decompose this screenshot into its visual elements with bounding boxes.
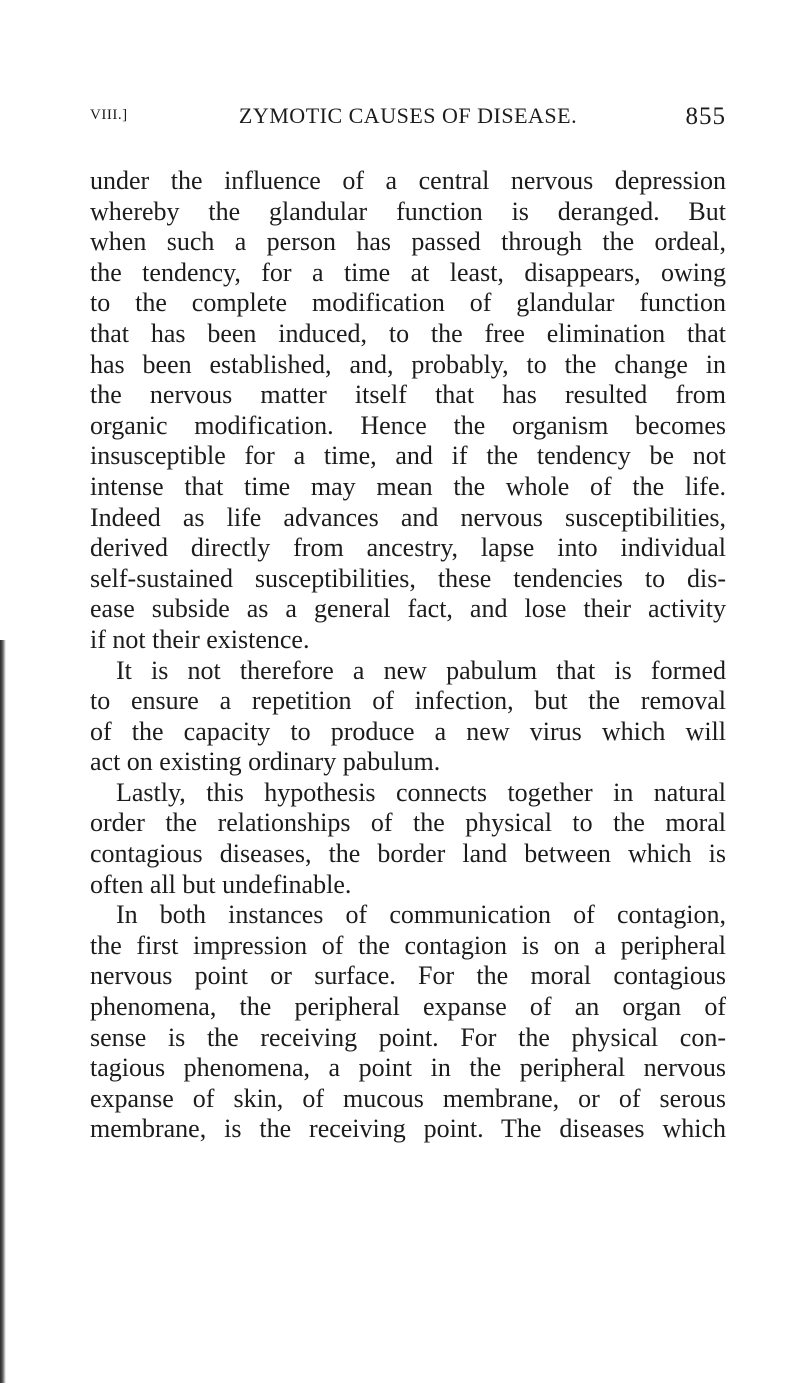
running-title: ZYMOTIC CAUSES OF DISEASE. (238, 103, 578, 128)
text-line: Lastly, this hypothesis connects together in natural (116, 777, 726, 807)
page-edge-shadow (0, 640, 6, 1383)
text-line: expanse of skin, of mucous membrane, or of serous (90, 1083, 726, 1113)
text-line: Indeed as life advances and nervous susceptibilities, (90, 502, 726, 532)
text-line: whereby the glandular function is deranged. But (90, 196, 726, 226)
text-line: when such a person has passed through the ordeal, (90, 227, 726, 257)
text-line: tagious phenomena, a point in the peripheral nervous (90, 1053, 726, 1083)
text-line: order the relationships of the physical to the moral (90, 808, 726, 838)
text-line: organic modification. Hence the organism becomes (90, 410, 726, 440)
text-line: to the complete modification of glandular function (90, 288, 726, 318)
text-line: phenomena, the peripheral expanse of an organ of (90, 992, 726, 1022)
text-line: ease subside as a general fact, and lose their activity (90, 594, 726, 624)
text-line: has been established, and, probably, to the change in (90, 349, 726, 379)
text-line: the tendency, for a time at least, disappears, owing (90, 257, 726, 287)
text-line: nervous point or surface. For the moral contagious (90, 961, 726, 991)
text-line: insusceptible for a time, and if the tendency be not (90, 441, 726, 471)
text-line: intense that time may mean the whole of the life. (90, 471, 726, 501)
body-text (90, 166, 726, 1145)
text-line: under the influence of a central nervous depression (90, 166, 726, 195)
text-line: act on existing ordinary pabulum. (90, 747, 441, 777)
text-line: the nervous matter itself that has resulted from (90, 380, 726, 410)
text-line: sense is the receiving point. For the physical con- (90, 1022, 726, 1052)
text-line: often all but undefinable. (90, 869, 352, 899)
text-line: that has been induced, to the free elimination that (90, 318, 726, 348)
text-line: self-sustained susceptibilities, these tendencies to dis- (90, 563, 726, 593)
text-line: if not their existence. (90, 624, 310, 654)
text-line: derived directly from ancestry, lapse into individual (90, 533, 726, 563)
page-number: 855 (685, 103, 726, 130)
text-line: to ensure a repetition of infection, but the removal (90, 686, 726, 716)
text-line: of the capacity to produce a new virus which will (90, 716, 726, 746)
text-line: In both instances of communication of contagion, (116, 900, 726, 930)
text-line: contagious diseases, the border land between which is (90, 839, 726, 869)
text-line: It is not therefore a new pabulum that is formed (116, 655, 726, 685)
running-header (90, 103, 726, 137)
chapter-number: VIII.] (90, 107, 128, 123)
text-line: membrane, is the receiving point. The diseases which (90, 1114, 726, 1144)
text-line: the first impression of the contagion is on a peripheral (90, 930, 726, 960)
